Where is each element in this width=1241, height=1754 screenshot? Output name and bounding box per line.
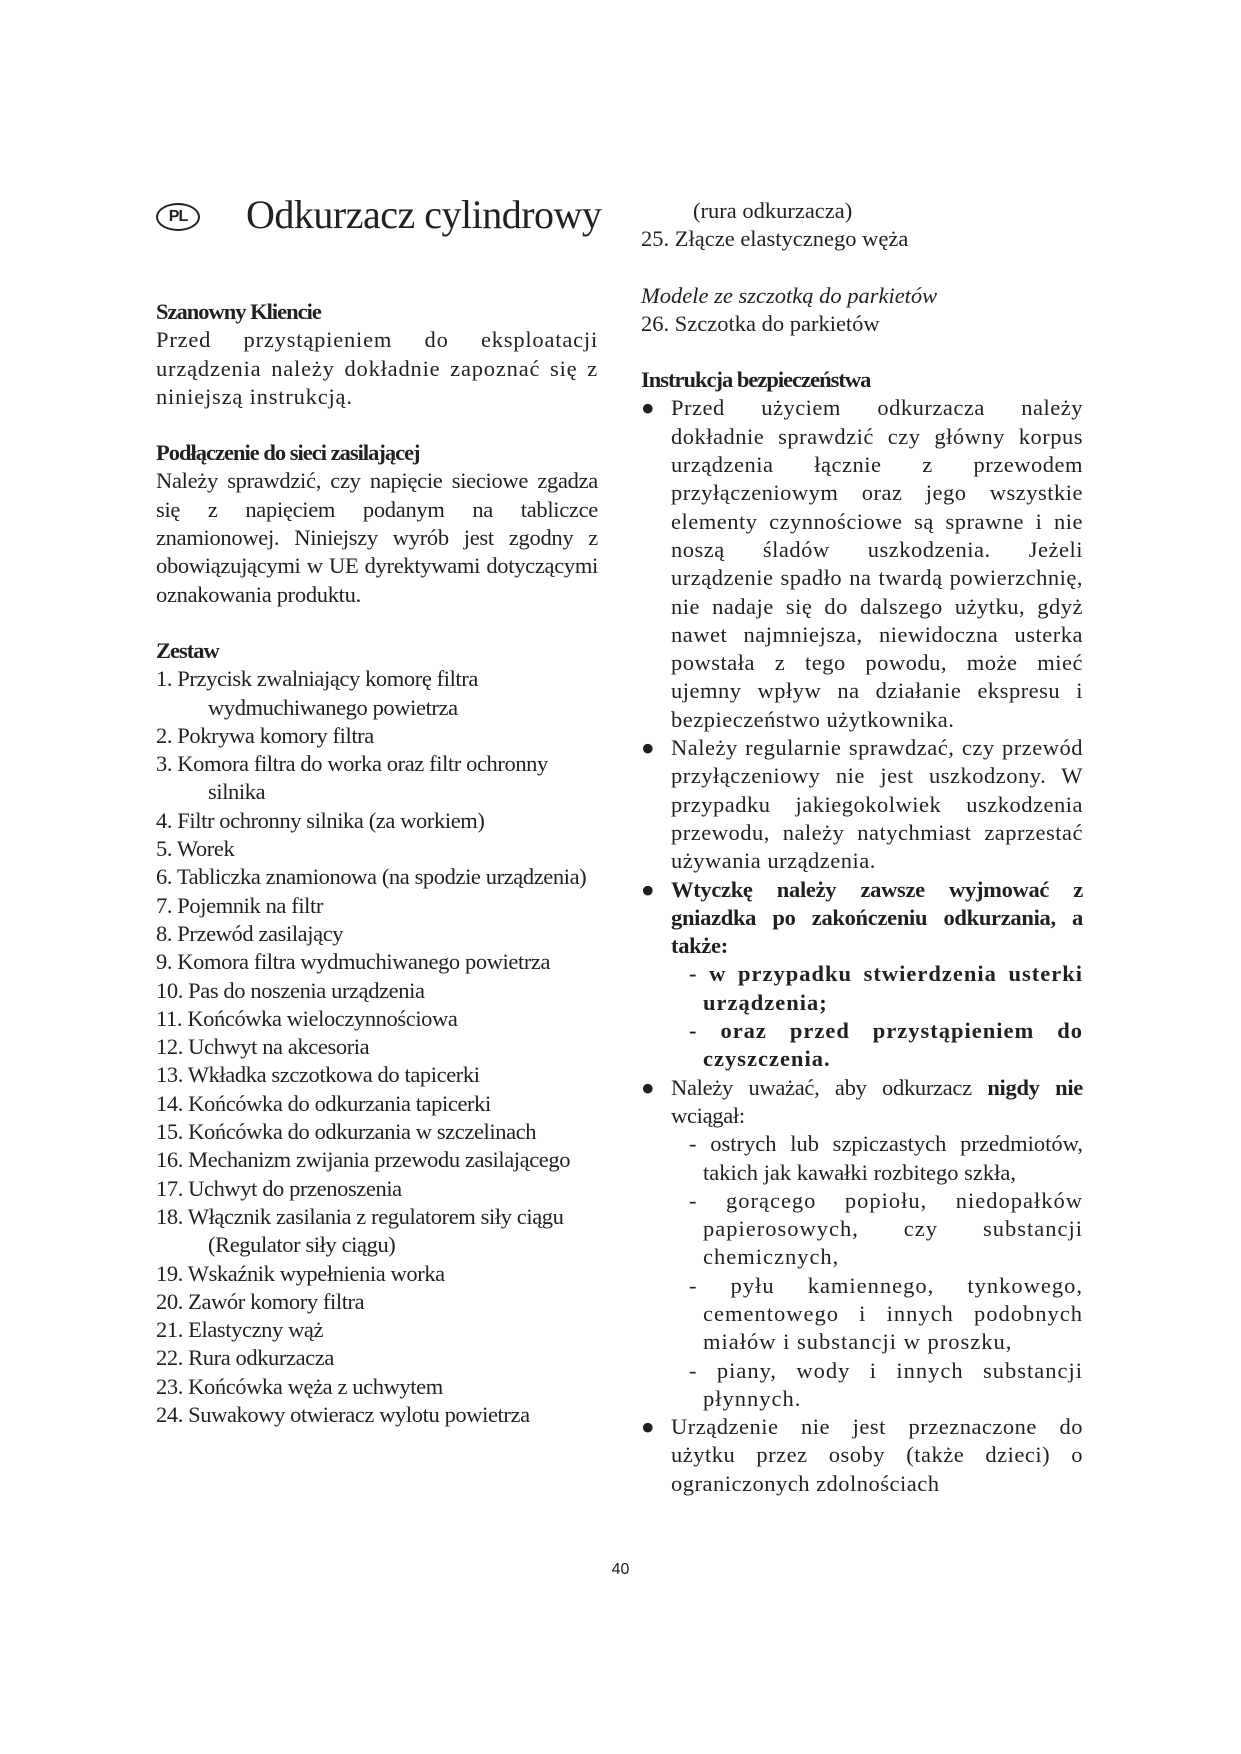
bullet-text: Przed użyciem odkurzacza należy dokładnie sprawdzić czy główny korpus urządzenia łącznie z przewodem przyłączeniowym oraz jego wszystkie elementy czynnościowe są sprawne i nie noszą śladów uszkodzenia. Jeżeli urządzenie spadło na twardą powierzchnię, nie nadaje się do dalszego użytku, gdyż nawet najmniejsza, niewidoczna usterka powstała z tego powodu, może mieć ujemny wpływ na działanie ekspresu i bezpieczeństwo użytkownika. — [671, 395, 1083, 732]
parts-list — [156, 665, 598, 1429]
list-item: 24. Suwakowy otwieracz wylotu powietrza — [156, 1401, 530, 1427]
list-item: 19. Wskaźnik wypełnienia worka — [156, 1260, 445, 1286]
page-header — [156, 192, 602, 282]
list-item: 13. Wkładka szczotkowa do tapicerki — [156, 1062, 480, 1088]
bullet-sub-item: - w przypadku stwierdzenia usterki urządzenia; — [689, 961, 1083, 1015]
bullet-text: Należy regularnie sprawdzać, czy przewód przyłączeniowy nie jest uszkodzony. W przypadku jakiegokolwiek uszkodzenia przewodu, należy natychmiast zaprzestać używania urządzenia. — [671, 735, 1083, 874]
greeting-heading: Szanowny Kliencie — [156, 299, 321, 324]
safety-heading: Instrukcja bezpieczeństwa — [641, 367, 871, 393]
power-text: Należy sprawdzić, czy napięcie sieciowe zgadza się z napięciem podanym na tabliczce znamionowej. Niniejszy wyrób jest zgodny z obowiązującymi w UE dyrektywami dotyczącymi oznakowania produktu. — [156, 468, 598, 607]
safety-bullet-4 — [641, 1074, 1083, 1414]
list-item: 10. Pas do noszenia urządzenia — [156, 977, 425, 1003]
list-item: 20. Zawór komory filtra — [156, 1288, 365, 1314]
parquet-heading: Modele ze szczotką do parkietów — [641, 282, 938, 308]
list-item: 2. Pokrywa komory filtra — [156, 722, 374, 748]
safety-bullet-1 — [641, 394, 1083, 734]
list-item: 18. Włącznik zasilania z regulatorem siły ciągu (Regulator siły ciągu) — [156, 1203, 564, 1258]
list-item: 15. Końcówka do odkurzania w szczelinach — [156, 1119, 537, 1145]
left-column — [156, 192, 602, 1429]
bullet-text: Urządzenie nie jest przeznaczone do użytku przez osoby (także dzieci) o ograniczonych zdolnościach — [671, 1414, 1083, 1496]
list-item: 14. Końcówka do odkurzania tapicerki — [156, 1090, 491, 1116]
list-item: 12. Uchwyt na akcesoria — [156, 1034, 370, 1060]
bullet-icon: ● — [641, 395, 655, 421]
bullet-icon: ● — [641, 735, 655, 761]
set-heading: Zestaw — [156, 637, 219, 663]
bullet-text-part: Należy uważać, aby odkurzacz — [671, 1074, 988, 1100]
list-item: 3. Komora filtra do worka oraz filtr ochronny silnika — [156, 751, 548, 805]
greeting-text: Przed przystąpieniem do eksploatacji urządzenia należy dokładnie zapoznać się z niniejszą instrukcją. — [156, 327, 598, 409]
list-item: 25. Złącze elastycznego węża — [641, 226, 909, 252]
safety-bullet-2 — [641, 734, 1083, 875]
bullet-sub-item: - ostrych lub szpiczastych przedmiotów, takich jak kawałki rozbitego szkła, — [689, 1131, 1083, 1185]
bullet-text: Wtyczkę należy zawsze wyjmować z gniazdka po zakończeniu odkurzania, a także: — [671, 876, 1083, 959]
list-item: 23. Końcówka węża z uchwytem — [156, 1373, 443, 1399]
safety-bullet-5 — [641, 1413, 1083, 1498]
list-item: 21. Elastyczny wąż — [156, 1317, 324, 1343]
right-column — [641, 197, 1083, 1498]
list-item: 11. Końcówka wieloczynnościowa — [156, 1005, 458, 1031]
list-item: 22. Rura odkurzacza — [156, 1345, 334, 1371]
bullet-text-emphasis: nigdy nie — [987, 1074, 1083, 1100]
bullet-sub-item: - oraz przed przystąpieniem do czyszczenia. — [689, 1018, 1083, 1072]
list-item: 26. Szczotka do parkietów — [641, 310, 880, 336]
list-item: 6. Tabliczka znamionowa (na spodzie urządzenia) — [156, 864, 587, 890]
list-item: 17. Uchwyt do przenoszenia — [156, 1175, 402, 1201]
bullet-sub-item: - piany, wody i innych substancji płynnych. — [689, 1357, 1083, 1411]
list-item: 16. Mechanizm zwijania przewodu zasilającego — [156, 1147, 571, 1173]
list-item: 4. Filtr ochronny silnika (za workiem) — [156, 807, 485, 833]
safety-bullet-3 — [641, 876, 1083, 1074]
bullet-text — [671, 1074, 1083, 1131]
list-item-continuation: (rura odkurzacza) — [693, 198, 853, 223]
bullet-icon: ● — [641, 1414, 655, 1440]
list-item: 9. Komora filtra wydmuchiwanego powietrza — [156, 949, 551, 975]
page-number: 40 — [611, 1561, 630, 1578]
list-item: 5. Worek — [156, 836, 235, 862]
bullet-icon: ● — [641, 1074, 655, 1100]
language-badge: PL — [156, 203, 200, 231]
list-item: 1. Przycisk zwalniający komorę filtra wydmuchiwanego powietrza — [156, 666, 478, 720]
bullet-sub-item: - pyłu kamiennego, tynkowego, cementowego i innych podobnych miałów i substancji w proszku, — [689, 1272, 1083, 1355]
bullet-sub-item: - gorącego popiołu, niedopałków papierosowych, czy substancji chemicznych, — [689, 1187, 1083, 1270]
bullet-icon: ● — [641, 876, 655, 902]
list-item: 8. Przewód zasilający — [156, 920, 344, 946]
page-title: Odkurzacz cylindrowy — [246, 192, 602, 237]
bullet-text-part: wciągał: — [671, 1102, 745, 1128]
power-heading: Podłączenie do sieci zasilającej — [156, 440, 420, 466]
list-item: 7. Pojemnik na filtr — [156, 892, 323, 918]
